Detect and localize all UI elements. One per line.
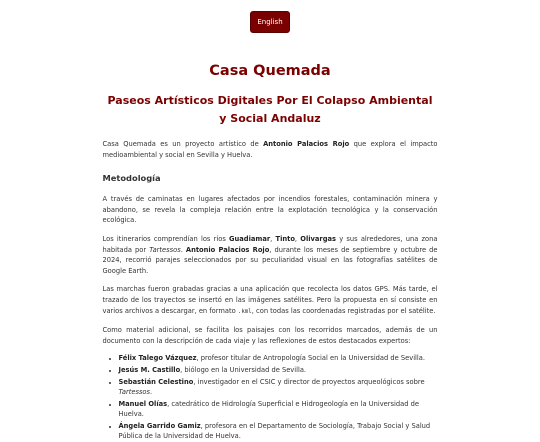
page [103,0,438,442]
methodology-paragraph-1: A través de caminatas en lugares afectados por incendios forestales, contaminación minera y abandono, se revela la compleja relación entre la explotación tecnológica y la conservación ecológica. [102,195,438,225]
methodology-paragraph-2 [103,234,438,276]
list-item [119,399,438,420]
intro-text-2: que explora el impacto medioambiental y social en Sevilla y Huelva. [102,140,438,159]
p2-text-2: y sus alrededores, una zona habitada por [102,234,438,254]
language-switch [103,0,438,33]
expert-italic: Tartessos [118,388,151,397]
list-item [119,421,438,442]
expert-name: Jesús M. Castillo [118,365,181,374]
methodology-paragraph-3 [103,284,438,317]
list-item [119,365,438,376]
tartessos-emphasis: Tartessos [149,245,181,254]
river-guadiamar: Guadiamar [229,234,271,243]
list-item [119,377,438,398]
p2-text-1: Los itinerarios comprendían los ríos [102,234,230,243]
river-tinto: Tinto [275,234,295,243]
kml-format-code: .kml [237,308,252,315]
list-item [119,353,438,364]
expert-description: , profesora en el Departamento de Sociología, Trabajo Social y Salud Pública de la Universidad de Huelva. [118,421,431,441]
expert-name: Félix Talego Vázquez [118,354,197,363]
river-olivargas: Olivargas [300,234,336,243]
expert-description: , profesor titular de Antropología Social en la Universidad de Sevilla. [196,354,425,363]
p2-text-4: , durante los meses de septiembre y octubre de 2024, recorrió parajes seleccionados por su peculiaridad visual en las fotografías satélites de Google Earth. [102,245,438,275]
p3-text-2: , con todas las coordenadas registradas por el satélite. [251,306,436,315]
expert-description: , biólogo en la Universidad de Sevilla. [180,365,307,374]
intro-text-1: Casa Quemada es un proyecto artístico de [102,140,264,148]
expert-tail: . [150,388,153,397]
expert-description: , investigador en el CSIC y director de proyectos arqueológicos sobre [193,377,425,386]
english-language-button[interactable]: English [250,11,289,33]
p2-text-3: . [180,245,186,254]
intro-paragraph [103,139,438,160]
page-subtitle: Paseos Artísticos Digitales Por El Colapso Ambiental y Social Andaluz [107,94,433,125]
p2-sep-1: , [270,234,276,243]
p3-text-1: Las marchas fueron grabadas gracias a una aplicación que recolecta los datos GPS. Más tarde, el trazado de los trayectos se insertó en las imágenes satélites. Pero la propuesta en sí consiste en varios archivos a descargar, en formato [102,285,438,315]
p2-author: Antonio Palacios Rojo [185,245,270,254]
expert-name: Ángela Garrido Gamiz [118,421,201,430]
expert-name: Manuel Olías [118,399,168,408]
expert-description: , catedrático de Hidrología Superficial e Hidrogeología en la Universidad de Huelva. [118,399,419,419]
methodology-paragraph-4: Como material adicional, se facilita los paisajes con los recorridos marcados, además de un documento con la descripción de cada viaje y las reflexiones de estos destacados expertos: [102,326,438,345]
intro-author: Antonio Palacios Rojo [263,140,350,148]
expert-name: Sebastián Celestino [118,377,194,386]
p2-sep-2: , [294,234,301,243]
page-title: Casa Quemada [209,63,331,79]
experts-list [103,353,438,442]
methodology-heading: Metodología [102,173,161,184]
